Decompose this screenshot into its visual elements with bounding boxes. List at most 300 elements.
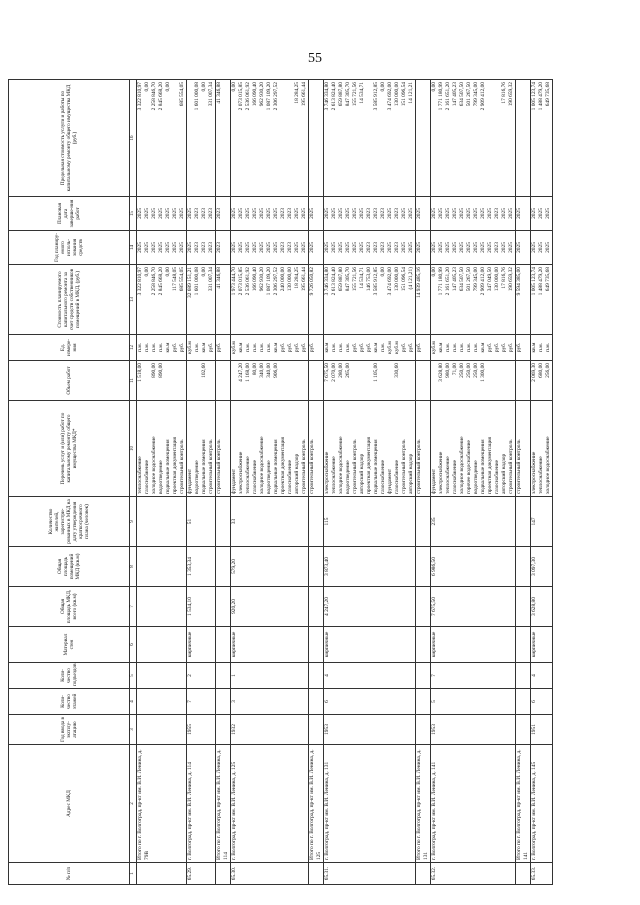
table-row (187, 80, 216, 885)
cell-line: 147 405,23 (452, 82, 458, 107)
page-number: 55 (308, 51, 322, 66)
cell-year-use (516, 231, 531, 265)
cell-line: руб. (208, 342, 214, 353)
cell-line: 2023 (208, 208, 214, 219)
cell-line: 2 845 668,20 (158, 82, 164, 111)
cell-year-use (216, 231, 231, 265)
cell-line: 2 909 412,00 (480, 267, 486, 296)
cell-line: кв.м (531, 342, 537, 353)
cell-line: авторский надзор (294, 453, 300, 494)
cell-line: руб. (179, 342, 185, 353)
cell-works (187, 401, 216, 497)
cell-line: 2025 (324, 208, 330, 219)
cell-line: строительный контроль (352, 439, 358, 494)
cell-num (416, 863, 431, 885)
cell-line: 250,00 (473, 363, 479, 378)
cell-cost (137, 265, 187, 335)
cell-line: 2025 (245, 208, 251, 219)
cell-line: 2 613 824,40 (331, 82, 337, 111)
cell-line (366, 82, 373, 194)
cell-line: электроснабжение (438, 451, 444, 494)
cell-line: проектная документация (280, 436, 286, 494)
cell-line: 0,00 (144, 82, 150, 92)
cell-line: 649 735,68 (545, 82, 551, 107)
cell-line: 2 070,00 (331, 363, 337, 382)
cell-line: 1 005 123,74 (531, 82, 537, 111)
cell-num (309, 863, 324, 885)
cell-line: руб. (401, 342, 407, 353)
cell-line: холодное водоснабжение (338, 436, 344, 494)
cell-limit (431, 80, 516, 197)
cell-year: 1953 (431, 715, 516, 745)
cell-line: проектная документация (366, 436, 372, 494)
cell-line: 906,00 (273, 363, 279, 378)
cell-line: 2023 (216, 242, 222, 253)
cell-line: газоснабжение (287, 459, 293, 494)
cell-line: холодное водоснабжение (259, 436, 265, 494)
cell-line: фундамент (387, 468, 393, 494)
cell-line (359, 363, 366, 398)
cell-line: 0,00 (431, 82, 437, 92)
cell-limit (324, 80, 416, 197)
cell-line: 2 613 824,40 (331, 267, 337, 296)
cell-line (216, 363, 223, 398)
cell-volume (309, 361, 324, 401)
cell-end-date (137, 197, 187, 231)
cell-line: 1 168,00 (245, 363, 251, 382)
cell-line: 2023 (373, 208, 379, 219)
cell-line (487, 363, 494, 398)
cell-line: кв.м (238, 342, 244, 353)
cell-line: 14 534,71 (359, 267, 365, 289)
cell-line: 2025 (259, 208, 265, 219)
cell-line (172, 82, 179, 194)
cell-cost (216, 265, 231, 335)
cell-line: 0,00 (380, 82, 386, 92)
cell-end-date (324, 197, 416, 231)
cell-line: руб. (494, 342, 500, 353)
cell-line: 2025 (508, 242, 514, 253)
cell-line (501, 363, 508, 398)
cell-line: 1 518,00 (137, 363, 143, 382)
cell-volume (531, 361, 553, 401)
cell-line: 2025 (466, 208, 472, 219)
cell-line: 2025 (466, 242, 472, 253)
cell-line: 2025 (387, 208, 393, 219)
cell-line: 2023 (201, 208, 207, 219)
cell-line: строительный контроль (309, 439, 315, 494)
cell-line: 3 474 692,00 (387, 267, 393, 296)
cell-line: 2025 (238, 242, 244, 253)
cell-line: 2023 (394, 242, 400, 253)
cell-line: 130 000,00 (394, 267, 400, 292)
cell-line: 71,00 (452, 363, 458, 376)
cell-works (309, 401, 324, 497)
cell-line: 3 585 912,85 (373, 267, 379, 296)
cell-line: п.м. (380, 343, 386, 352)
cell-line: 2025 (331, 242, 337, 253)
cell-line: руб. (366, 342, 372, 353)
cell-line: 1 771 180,99 (438, 82, 444, 111)
cell-volume (416, 361, 431, 401)
cell-end-date (416, 197, 431, 231)
cell-works (431, 401, 516, 497)
cell-line: руб. (309, 342, 315, 353)
cell-line (494, 82, 501, 194)
cell-line (366, 363, 373, 398)
cell-line: 155 721,56 (352, 267, 358, 292)
cell-line: 659 887,80 (338, 82, 344, 107)
table-row (231, 80, 309, 885)
cell-line: 256,00 (545, 363, 551, 378)
cell-line: п.м. (538, 343, 544, 352)
cell-residents: 51 (187, 497, 216, 547)
cell-line: 2025 (452, 208, 458, 219)
cell-line: электроснабжение (238, 451, 244, 494)
cell-line: 330,60 (394, 363, 400, 378)
cell-line (208, 363, 215, 398)
cell-line (179, 363, 186, 398)
cell-volume (231, 361, 309, 401)
cell-line: руб. (280, 342, 286, 353)
cell-line: 2025 (401, 242, 407, 253)
cell-line: 331 007,34 (208, 82, 214, 107)
cell-line: руб. (172, 342, 178, 353)
cell-line: 3 585 912,85 (373, 82, 379, 111)
cell-limit (137, 80, 187, 197)
cell-line: 2025 (431, 242, 437, 253)
cell-end-date (531, 197, 553, 231)
cell-line: 2025 (401, 208, 407, 219)
cell-line: кв.м (480, 342, 486, 353)
cell-line: 9 726 050,82 (309, 267, 315, 296)
cell-line: 2025 (266, 208, 272, 219)
cell-line: 2023 (366, 242, 372, 253)
cell-num (137, 863, 187, 885)
cell-line: 2023 (280, 242, 286, 253)
cell-line: 155 721,56 (352, 82, 358, 107)
cell-line: 2025 (273, 242, 279, 253)
cell-line: руб. (216, 342, 222, 353)
column-header: Общая площадь МКД, всего (кв.м) (9, 587, 130, 627)
cell-line: строительный контроль (516, 439, 522, 494)
cell-cost (431, 265, 516, 335)
cell-cost (516, 265, 531, 335)
cell-line: 2025 (165, 208, 171, 219)
cell-line: 2025 (538, 242, 544, 253)
cell-line: 2 258 846,70 (151, 82, 157, 111)
cell-line: 1 771 180,99 (438, 267, 444, 296)
cell-line: 130 000,00 (287, 267, 293, 292)
cell-line: куб.м (187, 341, 193, 354)
cell-line: 14 939 485,16 (416, 267, 422, 298)
cell-line: строительный контроль (179, 439, 185, 494)
cell-address: г. Волгоград, пр-кт им. В.И. Ленина, д. 114 (187, 745, 216, 863)
cell-line: 2025 (531, 242, 537, 253)
cell-address: г. Волгоград, пр-кт им. В.И. Ленина, д. 141 (431, 745, 516, 863)
cell-line (144, 363, 151, 398)
column-header: Стоимость планируемого капитального ремонта за счет средств собственников помещений в МКД, (руб.) (9, 265, 130, 335)
table-row (516, 80, 531, 885)
cell-line: 195 661,44 (301, 267, 307, 292)
cell-volume (431, 361, 516, 401)
cell-line: 1 601 000,08 (194, 82, 200, 111)
cell-line: кв.м (201, 342, 207, 353)
cell-address: Итого по г. Волгоград, пр-кт им. В.И. Ленина, д. 141 (516, 745, 531, 863)
cell-wall: кирпичные (531, 627, 553, 663)
cell-line: кв.м (324, 342, 330, 353)
cell-limit (516, 80, 531, 197)
cell-floors: 3 (231, 689, 309, 715)
cell-line (516, 363, 523, 398)
cell-line: 17 816,76 (501, 82, 507, 104)
cell-line (416, 363, 423, 398)
cell-premises-area: 3 873,40 (324, 547, 416, 587)
cell-works (216, 401, 231, 497)
cell-year-use (324, 231, 416, 265)
cell-line: куб.м (431, 341, 437, 354)
cell-line: водоотведение (345, 460, 351, 494)
cell-line: 2 536 061,92 (245, 82, 251, 111)
cell-line: 2025 (187, 242, 193, 253)
cell-line: куб.м (394, 341, 400, 354)
cell-units (137, 335, 187, 361)
cell-line: 250,00 (466, 363, 472, 378)
cell-line: п.м. (445, 343, 451, 352)
cell-num: 65.31. (324, 863, 416, 885)
column-header: Общая площадь помещений МКД (кв.м) (9, 547, 130, 587)
cell-end-date (516, 197, 531, 231)
cell-entrances: 4 (531, 663, 553, 689)
cell-line: 2 909 412,00 (480, 82, 486, 111)
cell-total-area: 3 628,80 (531, 587, 553, 627)
cell-line: 2025 (231, 242, 237, 253)
cell-line: 7 675,50 (324, 363, 330, 382)
column-number: 2 (130, 745, 137, 863)
cell-line: газоснабжение (380, 459, 386, 494)
cell-line: п.м. (452, 343, 458, 352)
cell-line: 41 346,88 (216, 82, 222, 104)
cell-line: 41 346,88 (216, 267, 222, 289)
cell-line: 2025 (416, 242, 422, 253)
cell-units (531, 335, 553, 361)
column-number: 3 (130, 715, 137, 745)
cell-entrances: 2 (187, 663, 216, 689)
cell-line: руб. (287, 342, 293, 353)
cell-limit (309, 80, 324, 197)
cell-line: 2025 (516, 208, 522, 219)
cell-wall (216, 627, 231, 663)
cell-line: 2025 (158, 208, 164, 219)
cell-line: газоснабжение (494, 459, 500, 494)
cell-line: 2025 (158, 242, 164, 253)
cell-premises-area: 579,20 (231, 547, 309, 587)
cell-line: 2025 (324, 242, 330, 253)
cell-line: 14 121,21 (408, 82, 414, 104)
cell-entrances (516, 663, 531, 689)
cell-line (431, 363, 438, 398)
cell-floors (416, 689, 431, 715)
cell-limit (531, 80, 553, 197)
cell-line: 847 305,70 (345, 82, 351, 107)
cell-entrances: 4 (324, 663, 416, 689)
cell-residents: 115 (324, 497, 416, 547)
table-row (531, 80, 553, 885)
cell-line: 190 659,32 (508, 267, 514, 292)
cell-line: строительный контроль (508, 439, 514, 494)
cell-line: 2025 (345, 242, 351, 253)
cell-line: фундамент (187, 468, 193, 494)
cell-line: подвальные помещения (373, 439, 379, 494)
column-header: Предельная стоимость услуги и работы по капитальному ремонту общего имущества МКД (руб.) (9, 80, 130, 197)
cell-line: 2 258 846,70 (151, 267, 157, 296)
cell-line: руб. (359, 342, 365, 353)
cell-line (287, 363, 294, 398)
cell-line: 1 488 479,20 (538, 82, 544, 111)
cell-line: 265,00 (345, 363, 351, 378)
cell-line: 1 300,00 (480, 363, 486, 382)
cell-line: 2025 (266, 242, 272, 253)
cell-line: 2023 (394, 208, 400, 219)
cell-line: 18 284,25 (294, 82, 300, 104)
cell-line: 2023 (201, 242, 207, 253)
cell-premises-area (309, 547, 324, 587)
cell-line: 2025 (545, 208, 551, 219)
cell-year (416, 715, 431, 745)
cell-address: г. Волгоград, пр-кт им. В.И. Ленина, д. 125 (231, 745, 309, 863)
cell-cost (531, 265, 553, 335)
cell-num: 65.30. (231, 863, 309, 885)
cell-line: 190 659,32 (508, 82, 514, 107)
cell-line: 2025 (151, 208, 157, 219)
cell-works (516, 401, 531, 497)
cell-line: водоотведение (194, 460, 200, 494)
cell-cost (324, 265, 416, 335)
cell-year (516, 715, 531, 745)
cell-line: 2025 (359, 208, 365, 219)
cell-line: 2023 (280, 208, 286, 219)
cell-line: 347 049,50 (487, 267, 493, 292)
cell-line (309, 363, 316, 398)
cell-line: 2025 (431, 208, 437, 219)
cell-line: проектная документация (172, 436, 178, 494)
column-header: Год планиру-емого исполь-зования средств (9, 231, 130, 265)
cell-line: 2025 (352, 208, 358, 219)
cell-line: 3 746 334,80 (324, 82, 330, 111)
cell-line (231, 363, 238, 398)
cell-line: кв.м (373, 342, 379, 353)
cell-units (416, 335, 431, 361)
cell-line: 2 161 651,20 (445, 82, 451, 111)
cell-year (137, 715, 187, 745)
cell-floors (216, 689, 231, 715)
cell-line: теплоснабжение (331, 456, 337, 494)
cell-works (531, 401, 553, 497)
cell-residents (137, 497, 187, 547)
cell-line: 0,00 (201, 82, 207, 92)
column-header: Количество жителей, зарегистри-рованных в МКД на дату утверждения краткосрочного плана (человек) (9, 497, 130, 547)
cell-line: 2023 (194, 242, 200, 253)
cell-premises-area: 6 986,50 (431, 547, 516, 587)
cell-year-use (531, 231, 553, 265)
cell-line: 2025 (338, 242, 344, 253)
cell-line: 2025 (309, 242, 315, 253)
cell-line: 2025 (408, 208, 414, 219)
cell-line: строительный контроль (416, 439, 422, 494)
cell-line: 2025 (309, 208, 315, 219)
cell-line: 2025 (487, 208, 493, 219)
cell-line: 2025 (531, 208, 537, 219)
table-row (309, 80, 324, 885)
cell-line: 2025 (538, 208, 544, 219)
cell-line (494, 363, 501, 398)
cell-volume (137, 361, 187, 401)
cell-line: 117 548,05 (172, 267, 178, 292)
cell-line: 2025 (438, 208, 444, 219)
cell-line: 2023 (287, 242, 293, 253)
cell-line: 2025 (508, 208, 514, 219)
cell-line: 685 554,05 (179, 82, 185, 107)
cell-works (231, 401, 309, 497)
cell-line: 2023 (208, 242, 214, 253)
cell-line: 280,00 (338, 363, 344, 378)
cell-floors (516, 689, 531, 715)
cell-line: 1 601 000,08 (194, 267, 200, 296)
cell-line: 166 090,40 (252, 82, 258, 107)
cell-line: руб. (294, 342, 300, 353)
cell-line: 0,00 (144, 267, 150, 277)
cell-line: 2025 (137, 242, 143, 253)
cell-line: 2025 (165, 242, 171, 253)
cell-units (216, 335, 231, 361)
cell-line: п.м. (252, 343, 258, 352)
cell-line: п.м. (158, 343, 164, 352)
cell-line: куб.м (231, 341, 237, 354)
column-header: Адрес МКД (9, 745, 130, 863)
cell-line: п.м. (194, 343, 200, 352)
cell-line: 890,00 (151, 363, 157, 378)
cell-line: 680,00 (538, 363, 544, 378)
cell-line: 2025 (473, 208, 479, 219)
cell-line: (4 121,21) (408, 267, 414, 290)
cell-address: Итого по г. Волгоград, пр-кт им. В.И. Ленина, д. 114 (216, 745, 231, 863)
cell-line: газоснабжение (394, 459, 400, 494)
cell-line: 1 005 123,74 (531, 267, 537, 296)
cell-residents (416, 497, 431, 547)
cell-line: 3 322 810,97 (137, 267, 143, 296)
cell-volume (516, 361, 531, 401)
cell-premises-area (416, 547, 431, 587)
cell-line: 2025 (179, 242, 185, 253)
cell-year (309, 715, 324, 745)
cell-line: 2025 (179, 208, 185, 219)
cell-line: 2023 (366, 208, 372, 219)
table-row (431, 80, 516, 885)
cell-line: 2025 (252, 208, 258, 219)
cell-line: теплоснабжение (445, 456, 451, 494)
cell-end-date (231, 197, 309, 231)
cell-line: 980,00 (445, 363, 451, 378)
cell-wall: кирпичные (187, 627, 216, 663)
cell-line: 634 507,50 (459, 82, 465, 107)
cell-line (309, 82, 316, 194)
cell-num: 65.33. (531, 863, 553, 885)
cell-line (194, 363, 201, 398)
cell-line: 2025 (345, 208, 351, 219)
cell-line: 0,00 (431, 267, 437, 277)
cell-line: 2 073 015,85 (238, 82, 244, 111)
cell-num: 65.29. (187, 863, 216, 885)
